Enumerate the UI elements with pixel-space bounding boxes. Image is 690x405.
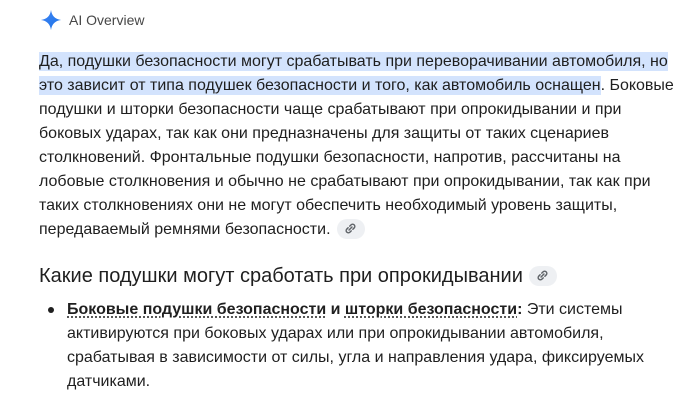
term-link-side-airbags[interactable]: Боковые подушки безопасности xyxy=(67,301,327,318)
sparkle-icon xyxy=(40,9,62,31)
bullet-term xyxy=(67,301,522,318)
link-icon xyxy=(345,223,356,234)
ai-overview-header xyxy=(40,9,144,31)
term-join: и xyxy=(326,301,345,318)
highlighted-answer: Да, подушки безопасности могут срабатывать при переворачивании автомобиля, но это зависит от типа подушек безопасности и того, как автомобиль оснащен xyxy=(39,53,668,94)
term-link-curtain-airbags[interactable]: шторки безопасности xyxy=(344,301,518,318)
list-item xyxy=(39,298,669,394)
link-icon xyxy=(537,270,548,281)
ai-overview-label: AI Overview xyxy=(69,12,145,28)
bullet-list xyxy=(39,298,669,394)
answer-body: . Боковые подушки и шторки безопасности чаще срабатывают при опрокидывании и при боковых ударах, так как они предназначены для защиты от таких сценариев столкновений. Фронтальные подушки безопасности, напротив, рассчитаны на лобовые столкновения и обычно не срабатывают при опрокидывании, так как при таких столкновениях они не могут обеспечить необходимый уровень защиты, передаваемый ремнями безопасности. xyxy=(39,77,674,238)
term-colon: : xyxy=(517,301,523,318)
answer-paragraph xyxy=(39,50,679,242)
section-source-link-button[interactable] xyxy=(529,266,557,286)
section-title-text: Какие подушки могут сработать при опрокидывании xyxy=(39,265,523,287)
bullet-text: Эти системы активируются при боковых ударах или при опрокидывании автомобиля, срабатывая в зависимости от силы, угла и направления удара, фиксируемых датчиками. xyxy=(67,301,644,390)
bullet-dot xyxy=(48,307,54,313)
section-title xyxy=(39,262,557,290)
answer-source-link-button[interactable] xyxy=(337,219,365,239)
